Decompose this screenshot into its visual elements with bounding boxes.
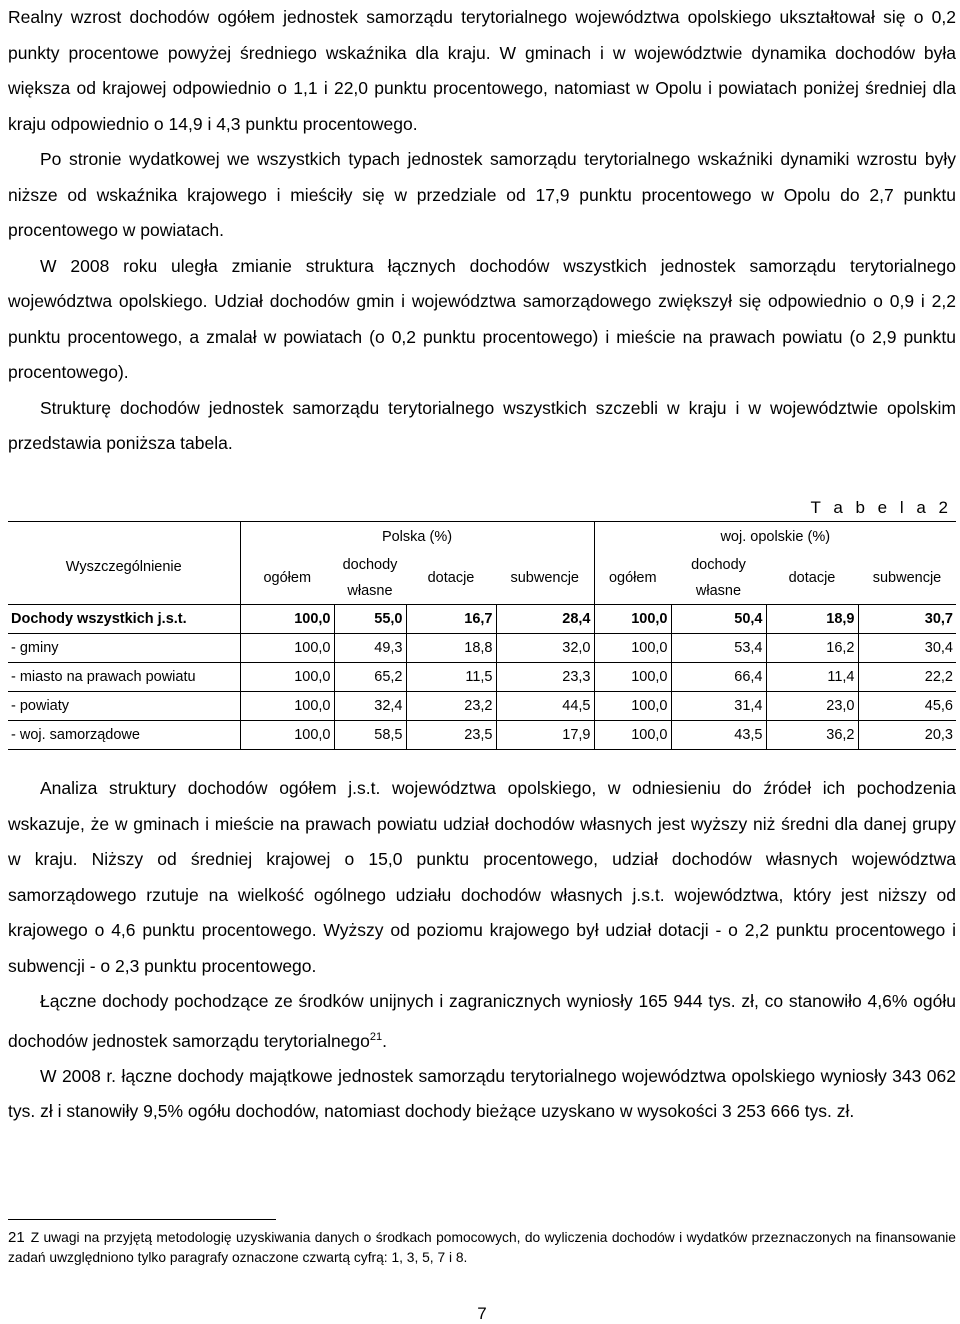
paragraph-structure-change: W 2008 roku uległa zmianie struktura łącznych dochodów wszystkich jednostek samorządu terytorialnego województwa opolskiego. Udział dochodów gmin i województwa samorządowego zwiększył się odpowiednio o 0,9 i 2,2 punktu procentowego, a zmalał w powiatach (o 0,2 punktu procentowego) i mieście na prawach powiatu (o 2,9 punktu procentowego). — [8, 255, 956, 382]
header-polska: Polska (%) — [240, 522, 594, 552]
table-cell: 16,7 — [406, 604, 496, 633]
footnote-reference: 21 — [369, 1030, 383, 1043]
table-cell: 49,3 — [334, 633, 406, 662]
paragraph-real-growth: Realny wzrost dochodów ogółem jednostek samorządu terytorialnego województwa opolskiego ukształtował się o 0,2 punkty procentowe powyżej średniego wskaźnika dla kraju. W gminach i w województwie dynamika dochodów była większa od krajowej odpowiednio o 1,1 i 22,0 punktu procentowego, natomiast w Opolu i powiatach poniżej średniej dla kraju odpowiednio o 14,9 i 4,3 punktu procentowego. — [8, 7, 956, 134]
row-label: - woj. samorządowe — [8, 720, 240, 749]
table-row — [8, 691, 956, 720]
table-cell: 58,5 — [334, 720, 406, 749]
table-row — [8, 633, 956, 662]
table-cell: 100,0 — [594, 633, 671, 662]
table-cell: 30,4 — [858, 633, 956, 662]
table-header-row-1 — [8, 522, 956, 552]
table-cell: 32,0 — [496, 633, 594, 662]
table-cell: 18,9 — [766, 604, 858, 633]
paragraph-capital-income: W 2008 r. łączne dochody majątkowe jednostek samorządu terytorialnego województwa opolskiego wyniosły 343 062 tys. zł i stanowiły 9,5% ogółu dochodów, natomiast dochody bieżące uzyskano w wysokości 3 253 666 tys. zł. — [8, 1065, 956, 1122]
table-cell: 55,0 — [334, 604, 406, 633]
table-cell: 31,4 — [671, 691, 766, 720]
table-row — [8, 662, 956, 691]
table-row — [8, 604, 956, 633]
table-label: T a b e l a 2 — [810, 498, 952, 517]
row-label: - gminy — [8, 633, 240, 662]
footnote-number: 21 — [8, 1229, 25, 1246]
table-cell: 44,5 — [496, 691, 594, 720]
table-cell: 66,4 — [671, 662, 766, 691]
header-ogolem-woj: ogółem — [594, 552, 671, 605]
lower-text — [8, 771, 956, 1130]
header-dochody-wlasne-pl: dochody własne — [342, 556, 398, 599]
table-cell: 100,0 — [240, 604, 334, 633]
page-number: 7 — [477, 1304, 487, 1323]
header-dotacje-woj: dotacje — [788, 569, 836, 586]
paragraph-expenditure: Po stronie wydatkowej we wszystkich typach jednostek samorządu terytorialnego wskaźniki dynamiki wzrostu były niższe od wskaźnika krajowego i mieściły się w przedziale od 17,9 punktu procentowego w Opolu do 2,7 punktu procentowego w powiatach. — [8, 149, 956, 240]
table-cell: 17,9 — [496, 720, 594, 749]
table-cell: 20,3 — [858, 720, 956, 749]
header-wyszczegolnienie: Wyszczególnienie — [8, 522, 240, 605]
table-cell: 32,4 — [334, 691, 406, 720]
table-cell: 100,0 — [240, 662, 334, 691]
header-dotacje-pl: dotacje — [427, 569, 475, 586]
table-cell: 100,0 — [594, 604, 671, 633]
paragraph-table-intro: Strukturę dochodów jednostek samorządu terytorialnego wszystkich szczebli w kraju i w województwie opolskim przedstawia poniższa tabela. — [8, 397, 956, 453]
row-label: - miasto na prawach powiatu — [8, 662, 240, 691]
table-cell: 43,5 — [671, 720, 766, 749]
paragraph-eu-funds: Łączne dochody pochodzące ze środków unijnych i zagranicznych wyniosły 165 944 tys. zł, co stanowiło 4,6% ogółu dochodów jednostek samorządu terytorialnego$^{21}$. — [8, 991, 956, 1051]
table-cell: 23,5 — [406, 720, 496, 749]
table-cell: 100,0 — [594, 691, 671, 720]
table-cell: 45,6 — [858, 691, 956, 720]
header-dochody-wlasne-woj: dochody własne — [691, 556, 746, 599]
table-cell: 50,4 — [671, 604, 766, 633]
table-cell: 22,2 — [858, 662, 956, 691]
document-page — [8, 0, 956, 1323]
table-cell: 53,4 — [671, 633, 766, 662]
table-cell: 36,2 — [766, 720, 858, 749]
table-cell: 100,0 — [594, 662, 671, 691]
table-cell: 65,2 — [334, 662, 406, 691]
header-subwencje-pl: subwencje — [510, 569, 579, 586]
table-cell: 100,0 — [240, 720, 334, 749]
income-structure-table — [8, 521, 956, 750]
table-cell: 30,7 — [858, 604, 956, 633]
table-body — [8, 604, 956, 749]
table-cell: 16,2 — [766, 633, 858, 662]
table-cell: 18,8 — [406, 633, 496, 662]
table-cell: 100,0 — [594, 720, 671, 749]
table-cell: 100,0 — [240, 633, 334, 662]
table-cell: 23,3 — [496, 662, 594, 691]
row-label: - powiaty — [8, 691, 240, 720]
footnote-text: Z uwagi na przyjętą metodologię uzyskiwania danych o środkach pomocowych, do wyliczenia dochodów i wydatków przeznaczonych na finansowanie zadań uwzględniono tylko paragrafy oznaczone czwartą cyfrą: 1, 3, 5, 7 i 8. — [8, 1230, 956, 1265]
row-label: Dochody wszystkich j.s.t. — [8, 604, 240, 633]
table-row — [8, 720, 956, 749]
paragraph-analysis: Analiza struktury dochodów ogółem j.s.t. województwa opolskiego, w odniesieniu do źródeł ich pochodzenia wskazuje, że w gminach i mieście na prawach powiatu udział dochodów własnych jest wyższy niż średni dla danej grupy w kraju. Niższy od średniej krajowej o 15,0 punktu procentowego, udział dochodów własnych województwa samorządowego rzutuje na wielkość ogólnego udziału dochodów własnych j.s.t. województwa, który jest niższy od krajowego o 4,6 punktu procentowego. Wyższy od poziomu krajowego był udział dotacji - o 2,2 punktu procentowego i subwencji - o 2,3 punktu procentowego. — [8, 778, 956, 976]
table-cell: 11,4 — [766, 662, 858, 691]
header-subwencje-woj: subwencje — [872, 569, 942, 586]
header-woj-opolskie: woj. opolskie (%) — [594, 522, 956, 552]
header-ogolem-pl: ogółem — [240, 552, 334, 605]
table-cell: 23,0 — [766, 691, 858, 720]
table-cell: 11,5 — [406, 662, 496, 691]
footnote — [8, 1228, 956, 1268]
footnote-separator — [8, 1219, 276, 1220]
table-cell: 23,2 — [406, 691, 496, 720]
table-cell: 28,4 — [496, 604, 594, 633]
table-cell: 100,0 — [240, 691, 334, 720]
